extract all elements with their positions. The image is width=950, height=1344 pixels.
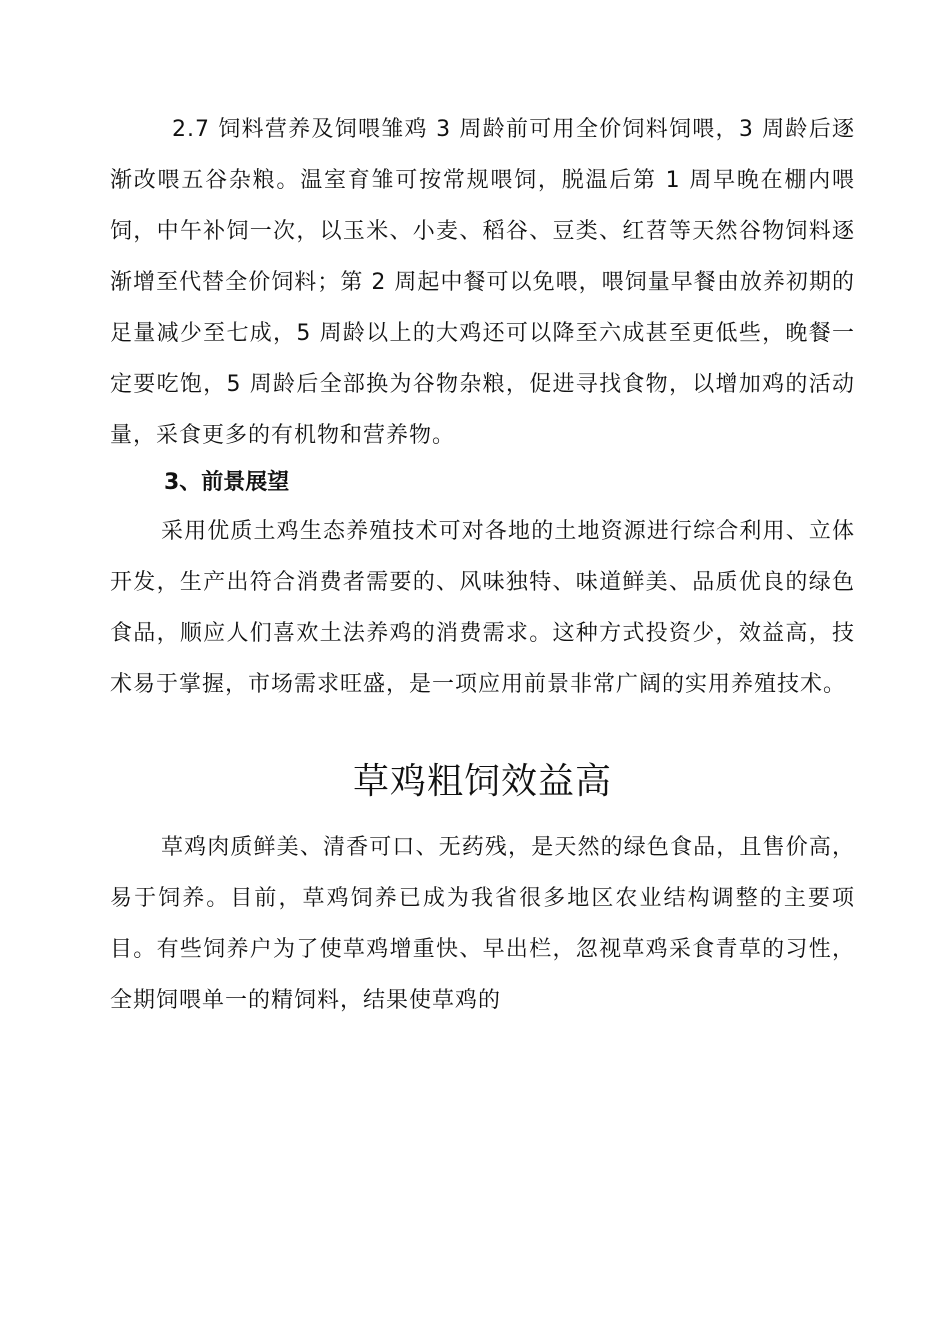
article-title: 草鸡粗饲效益高 xyxy=(352,761,612,802)
prospect-heading: 3、前景展望 xyxy=(164,470,290,495)
article-body-paragraph: 草鸡肉质鲜美、清香可口、无药残，是天然的绿色食品，且售价高，易于饲养。目前，草鸡饲养已成为我省很多地区农业结构调整的主要项目。有些饲养户为了使草鸡增重快、早出栏，忽视草鸡采食青草的习性，全期饲喂单一的精饲料，结果使草鸡的 xyxy=(110,835,855,1013)
feed-nutrition-paragraph: 2.7 饲料营养及饲喂雏鸡 3 周龄前可用全价饲料饲喂，3 周龄后逐渐改喂五谷杂粮。温室育雏可按常规喂饲，脱温后第 1 周早晚在棚内喂饲，中午补饲一次，以玉米、小麦、稻谷、豆类、红苕等天然谷物饲料逐渐增至代替全价饲料；第 2 周起中餐可以免喂，喂饲量早餐由放养初期的足量减少至七成，5 周龄以上的大鸡还可以降至六成甚至更低些，晚餐一定要吃饱，5 周龄后全部换为谷物杂粮，促进寻找食物，以增加鸡的活动量，采食更多的有机物和营养物。 xyxy=(110,117,855,448)
prospect-paragraph: 采用优质土鸡生态养殖技术可对各地的土地资源进行综合利用、立体开发，生产出符合消费者需要的、风味独特、味道鲜美、品质优良的绿色食品，顺应人们喜欢土法养鸡的消费需求。这种方式投资少，效益高，技术易于掌握，市场需求旺盛，是一项应用前景非常广阔的实用养殖技术。 xyxy=(110,519,855,697)
